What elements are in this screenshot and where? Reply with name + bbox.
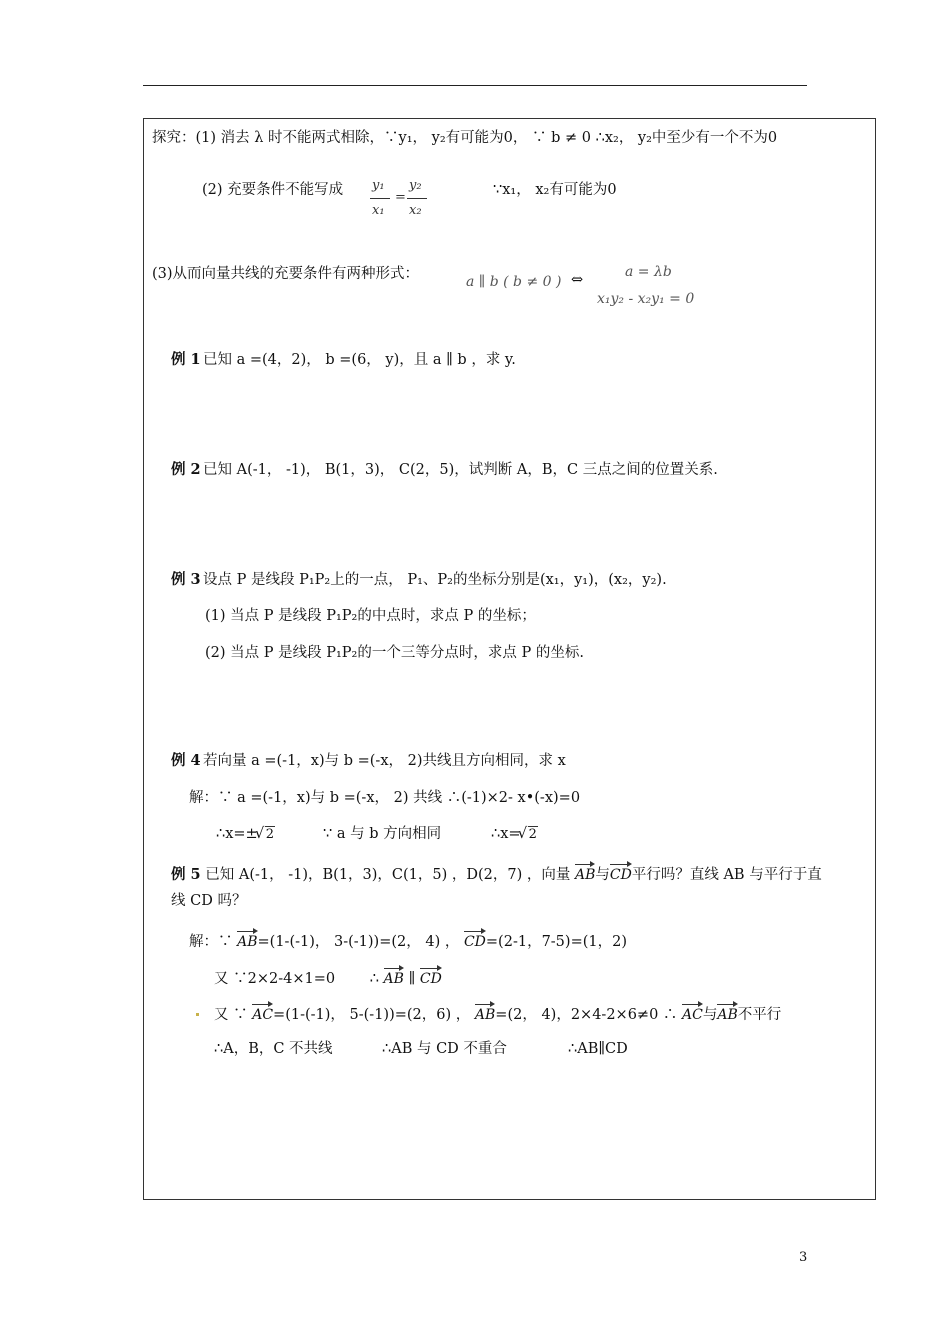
coordinate-condition: x₁y₂ - x₂y₁ = 0	[597, 291, 695, 307]
frac1-bar	[370, 198, 390, 199]
page-number: 3	[799, 1250, 808, 1265]
intro-line-2-prefix: (2) 充要条件不能写成	[202, 182, 344, 198]
example-1-label: 例 1	[171, 351, 201, 368]
example-4-label: 例 4	[171, 752, 201, 769]
vector-ab-3: AB	[384, 965, 404, 989]
sol1-ab-value: =(1-(-1)， 3-(-1))=(2， 4) ，	[257, 934, 460, 950]
frac2-numerator: y₂	[409, 178, 422, 193]
frac1-denominator: x₁	[372, 203, 385, 218]
example-4-same-direction: ∵ a 与 b 方向相同	[323, 826, 442, 842]
vector-cd: CD	[610, 861, 632, 885]
example-5-solution-1	[189, 928, 627, 952]
example-5-solution-3	[214, 1001, 781, 1025]
vector-ab-4: AB	[475, 1001, 495, 1025]
example-3-sub-2: (2) 当点 P 是线段 P₁P₂的一个三等分点时，求点 P 的坐标.	[205, 645, 584, 661]
vector-ac-2: AC	[682, 1001, 703, 1025]
vector-ab: AB	[575, 861, 595, 885]
example-1-text: 已知 a =(4，2)， b =(6， y)，且 a ∥ b ，求 y.	[203, 352, 516, 368]
example-3-sub-1: (1) 当点 P 是线段 P₁P₂的中点时，求点 P 的坐标；	[205, 608, 536, 624]
sol3-because: 又 ∵	[214, 1007, 248, 1023]
example-4-text: 若向量 a =(-1，x)与 b =(-x， 2)共线且方向相同，求 x	[203, 753, 566, 769]
parallel-condition: a ∥ b ( b ≠ 0 )	[466, 274, 562, 290]
iff-symbol: ⇔	[571, 272, 584, 288]
frac2-denominator: x₂	[409, 203, 422, 218]
example-5-text-c: 线 CD 吗？	[171, 893, 247, 909]
yu-1: 与	[595, 867, 610, 883]
vector-ac: AC	[252, 1001, 273, 1025]
example-4-x-result: ∴x=±	[216, 826, 258, 842]
marker-dot	[196, 1013, 199, 1016]
intro-line-2-suffix: ∵x₁， x₂有可能为0	[493, 182, 617, 198]
sqrt-symbol: √ 2	[258, 825, 275, 845]
example-5-label: 例 5	[171, 866, 201, 883]
example-4-x-equals: ∴x=	[491, 826, 521, 842]
sol1-because: 解：∵	[189, 934, 233, 950]
example-4-solution-2	[216, 824, 275, 845]
example-5-text-b: 平行吗？直线 AB 与平行于直	[631, 867, 822, 883]
frac1-numerator: y₁	[372, 178, 385, 193]
not-parallel: 不平行	[737, 1007, 782, 1023]
example-2-text: 已知 A(-1， -1)， B(1，3)， C(2，5)，试判断 A，B，C 三点之间的位置关系.	[203, 462, 718, 478]
vector-ab-2: AB	[237, 928, 257, 952]
example-5-line-1	[171, 861, 822, 885]
sol3-check: =(2， 4)，2×4-2×6≠0 ∴	[495, 1007, 678, 1023]
sol1-cd-value: =(2-1，7-5)=(1，2)	[485, 934, 627, 950]
example-3-label: 例 3	[171, 571, 201, 588]
parallel-symbol: ∥	[408, 971, 416, 987]
example-4-conclusion	[491, 824, 538, 845]
vector-cd-2: CD	[464, 928, 486, 952]
sol2-check: 又 ∵2×2-4×1=0	[214, 971, 336, 987]
sqrt-symbol-2: √ 2	[521, 825, 538, 845]
example-5-not-coincide: ∴AB 与 CD 不重合	[382, 1041, 507, 1057]
example-5-solution-2	[214, 965, 442, 989]
header-rule	[143, 85, 807, 86]
sol3-ac-value: =(1-(-1)， 5-(-1))=(2，6) ，	[273, 1007, 471, 1023]
example-5-conclusion: ∴AB∥CD	[568, 1041, 628, 1057]
vector-cd-3: CD	[420, 965, 442, 989]
yu-2: 与	[702, 1007, 718, 1023]
lambda-condition: a = λb	[625, 264, 672, 280]
example-4-solution-1: 解：∵ a =(-1，x)与 b =(-x， 2) 共线 ∴(-1)×2- x•(-x)=0	[189, 790, 581, 806]
example-5-text-a: 已知 A(-1， -1)，B(1，3)，C(1，5) ，D(2，7) ，向量	[205, 867, 571, 883]
vector-ab-5: AB	[717, 1001, 737, 1025]
example-5-not-collinear: ∴A，B，C 不共线	[214, 1041, 333, 1057]
frac-equals: =	[395, 190, 406, 205]
example-3-text: 设点 P 是线段 P₁P₂上的一点， P₁、P₂的坐标分别是(x₁，y₁)，(x₂，y₂).	[203, 572, 667, 588]
frac2-bar	[407, 198, 427, 199]
sol2-therefore: ∴	[369, 971, 379, 987]
intro-line-3-prefix: (3)从而向量共线的充要条件有两种形式：	[152, 266, 420, 282]
example-2-label: 例 2	[171, 461, 201, 478]
intro-line-1: 探究：(1) 消去 λ 时不能两式相除，∵y₁， y₂有可能为0， ∵ b ≠ 0 ∴x₂， y₂中至少有一个不为0	[152, 130, 778, 146]
